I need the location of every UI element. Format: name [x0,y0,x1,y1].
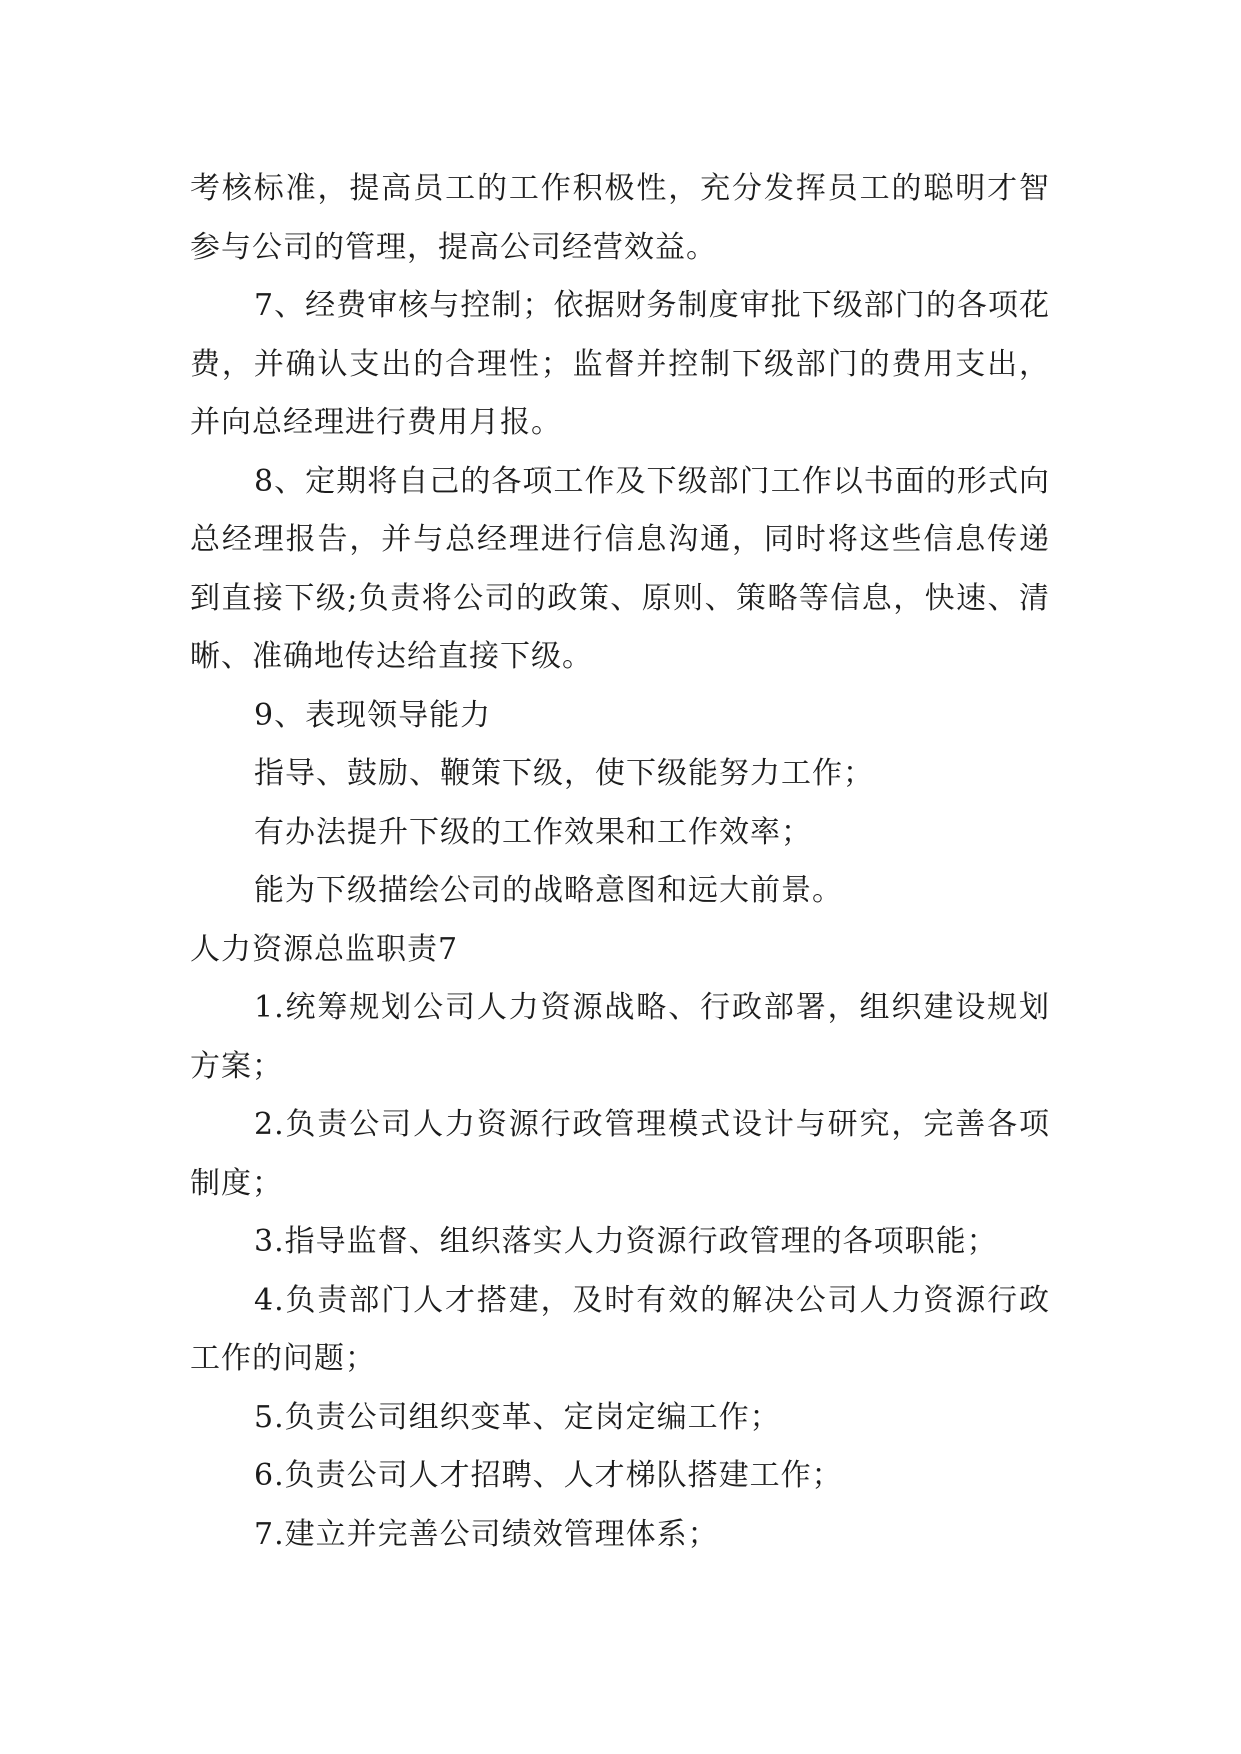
paragraph-duty-4: 4.负责部门人才搭建，及时有效的解决公司人力资源行政工作的问题； [190,1282,1050,1376]
paragraph-item-8-reporting: 8、定期将自己的各项工作及下级部门工作以书面的形式向总经理报告，并与总经理进行信息沟通，同时将这些信息传递到直接下级;负责将公司的政策、原则、策略等信息，快速、清晰、准确地传达给直接下级。 [190,463,1050,674]
paragraph-item-7-expense-control: 7、经费审核与控制；依据财务制度审批下级部门的各项花费，并确认支出的合理性；监督并控制下级部门的费用支出，并向总经理进行费用月报。 [190,288,1050,440]
paragraph-leadership-point-3: 能为下级描绘公司的战略意图和远大前景。 [254,873,843,908]
paragraph-continuation: 考核标准，提高员工的工作积极性，充分发挥员工的聪明才智参与公司的管理，提高公司经营效益。 [190,171,1050,265]
paragraph-item-9-leadership: 9、表现领导能力 [254,697,492,733]
paragraph-leadership-point-2: 有办法提升下级的工作效果和工作效率； [254,814,812,850]
section-heading: 人力资源总监职责7 [190,931,459,967]
paragraph-duty-5: 5.负责公司组织变革、定岗定编工作； [254,1399,781,1435]
paragraph-duty-6: 6.负责公司人才招聘、人才梯队搭建工作； [254,1458,843,1493]
paragraph-duty-3: 3.指导监督、组织落实人力资源行政管理的各项职能； [254,1224,998,1259]
document-body [190,160,1050,1564]
paragraph-duty-1: 1.统筹规划公司人力资源战略、行政部署，组织建设规划方案； [190,990,1050,1084]
paragraph-duty-7: 7.建立并完善公司绩效管理体系； [254,1516,719,1552]
paragraph-leadership-point-1: 指导、鼓励、鞭策下级，使下级能努力工作； [254,756,874,791]
paragraph-duty-2: 2.负责公司人力资源行政管理模式设计与研究，完善各项制度； [190,1107,1050,1201]
